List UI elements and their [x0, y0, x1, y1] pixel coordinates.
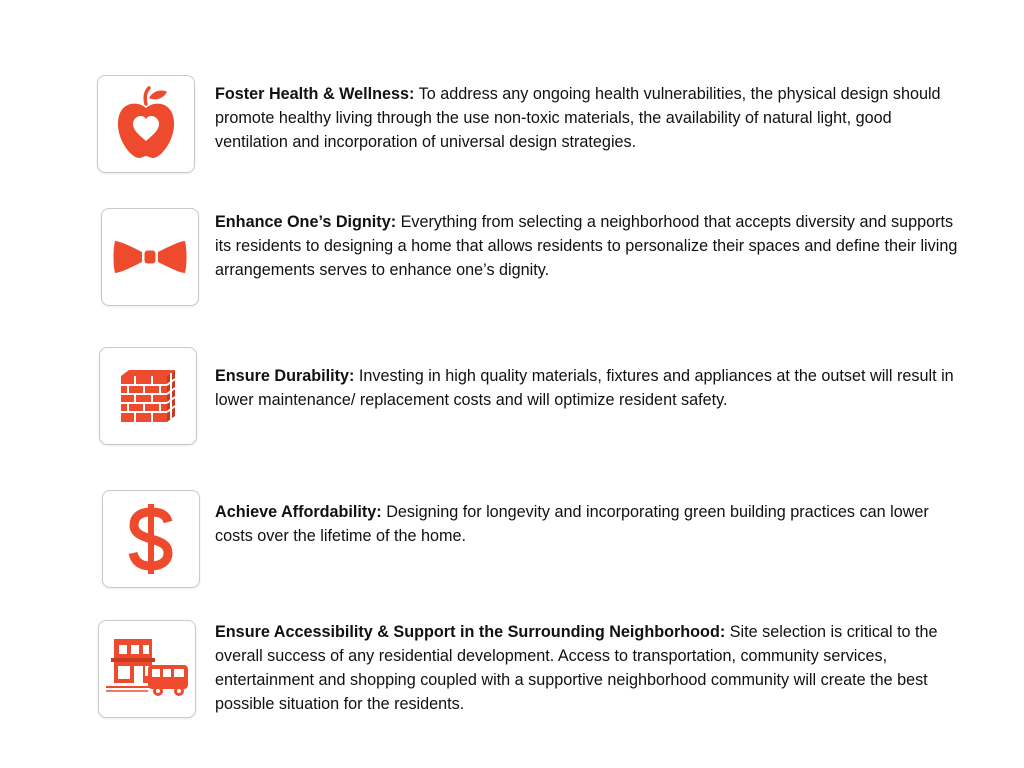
dollar-sign-icon: [126, 502, 176, 576]
accessibility-icon-box: [98, 620, 196, 718]
affordability-body: Designing for longevity and incorporating green building practices can lower costs over the lifetime of the home.: [215, 503, 929, 545]
bow-tie-icon: [112, 237, 188, 277]
brick-wall-icon: [115, 368, 181, 424]
health-body: To address any ongoing health vulnerabilities, the physical design should promote healthy living through the use non-toxic materials, the availability of natural light, good ventilation and incorporation of universal design strategies.: [215, 85, 941, 151]
dignity-paragraph: [215, 210, 960, 282]
dignity-heading: Enhance One’s Dignity:: [215, 213, 397, 231]
durability-body: Investing in high quality materials, fixtures and appliances at the outset will result in lower maintenance/ replacement costs and will optimize resident safety.: [215, 367, 954, 409]
accessibility-paragraph: [215, 620, 960, 716]
durability-icon-box: [99, 347, 197, 445]
affordability-heading: Achieve Affordability:: [215, 503, 382, 521]
health-icon-box: [97, 75, 195, 173]
apple-heart-icon: [111, 86, 181, 162]
affordability-icon-box: [102, 490, 200, 588]
dignity-body: Everything from selecting a neighborhood that accepts diversity and supports its residents to designing a home that allows residents to personalize their spaces and define their living arrangements serves to enhance one’s dignity.: [215, 213, 958, 279]
storefront-bus-icon: [104, 637, 190, 701]
durability-heading: Ensure Durability:: [215, 367, 355, 385]
accessibility-body: Site selection is critical to the overall success of any residential development. Access to transportation, community services, entertainment and shopping coupled with a supportive neighborhood community will create the best possible situation for the residents.: [215, 623, 938, 713]
health-paragraph: [215, 82, 960, 154]
affordability-paragraph: [215, 500, 960, 548]
durability-paragraph: [215, 364, 960, 412]
health-heading: Foster Health & Wellness:: [215, 85, 415, 103]
dignity-icon-box: [101, 208, 199, 306]
accessibility-heading: Ensure Accessibility & Support in the Surrounding Neighborhood:: [215, 623, 726, 641]
